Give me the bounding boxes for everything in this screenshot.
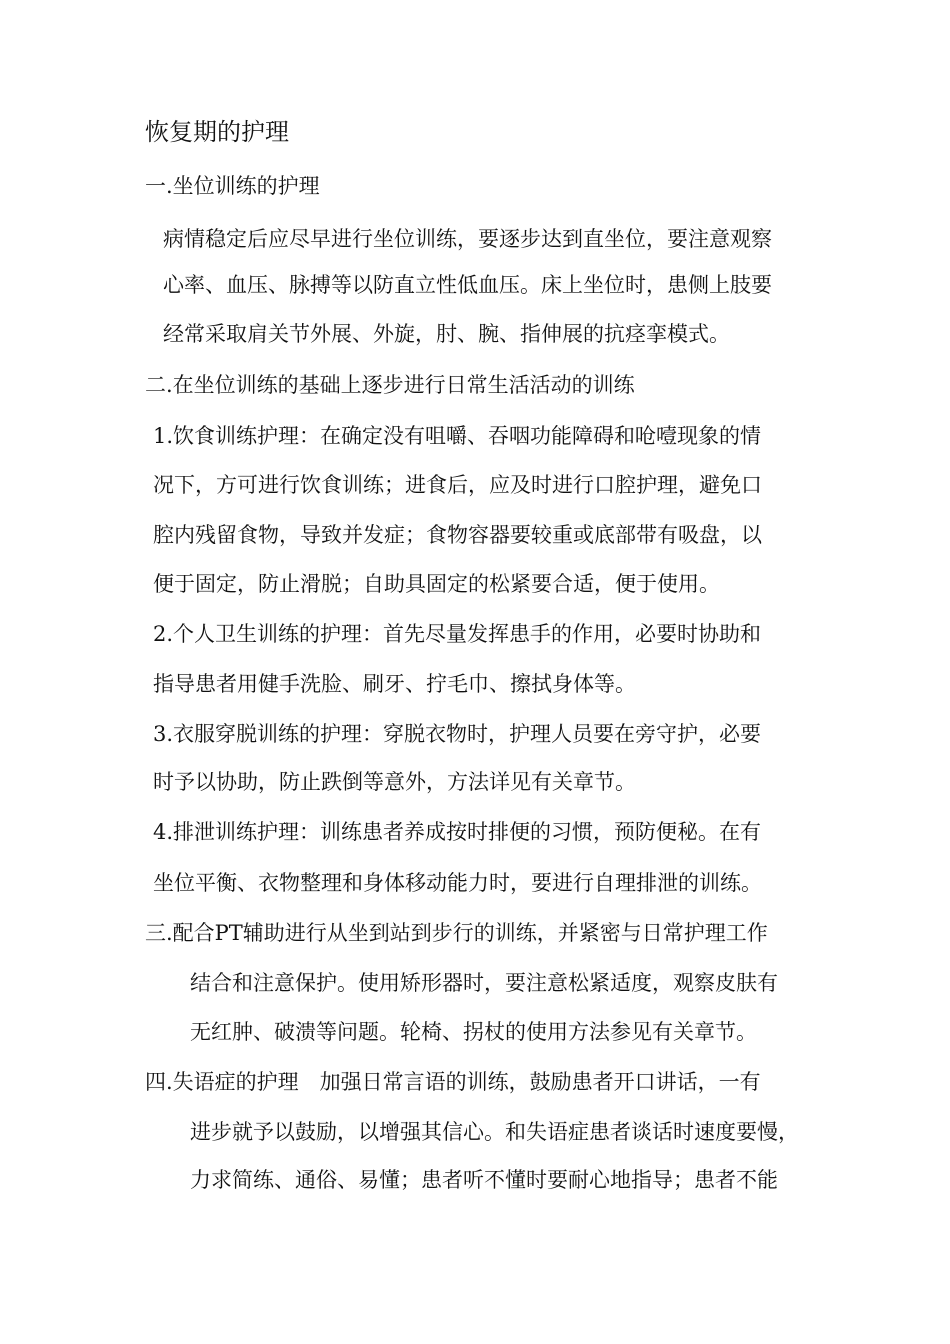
page-title: 恢复期的护理	[145, 118, 289, 146]
paragraph-line: 进步就予以鼓励，以增强其信心。和失语症患者谈话时速度要慢，	[190, 1120, 799, 1144]
list-item-line: 指导患者用健手洗脸、刷牙、拧毛巾、擦拭身体等。	[153, 672, 636, 696]
list-item-line: 2.个人卫生训练的护理：首先尽量发挥患手的作用，必要时协助和	[153, 622, 762, 646]
paragraph-line: 经常采取肩关节外展、外旋，肘、腕、指伸展的抗痉挛模式。	[163, 322, 730, 346]
list-item-line: 4.排泄训练护理：训练患者养成按时排便的习惯，预防便秘。在有	[153, 820, 762, 844]
section-heading: 二.在坐位训练的基础上逐步进行日常生活活动的训练	[145, 373, 635, 397]
paragraph-line: 结合和注意保护。使用矫形器时，要注意松紧适度，观察皮肤有	[190, 971, 778, 995]
list-item-line: 便于固定，防止滑脱；自助具固定的松紧要合适，便于使用。	[153, 572, 720, 596]
paragraph-line: 病情稳定后应尽早进行坐位训练，要逐步达到直坐位，要注意观察	[163, 227, 772, 251]
list-item-line: 时予以协助，防止跌倒等意外，方法详见有关章节。	[153, 770, 636, 794]
section-heading: 一.坐位训练的护理	[145, 174, 320, 198]
section-heading: 四.失语症的护理 加强日常言语的训练，鼓励患者开口讲话，一有	[145, 1070, 761, 1094]
paragraph-line: 无红肿、破溃等问题。轮椅、拐杖的使用方法参见有关章节。	[190, 1020, 757, 1044]
list-item-line: 3.衣服穿脱训练的护理：穿脱衣物时，护理人员要在旁守护，必要	[153, 722, 762, 746]
paragraph-line: 力求简练、通俗、易懂；患者听不懂时要耐心地指导；患者不能	[190, 1168, 778, 1192]
list-item-line: 坐位平衡、衣物整理和身体移动能力时，要进行自理排泄的训练。	[153, 871, 762, 895]
list-item-line: 况下，方可进行饮食训练；进食后，应及时进行口腔护理，避免口	[153, 473, 762, 497]
section-heading: 三.配合PT辅助进行从坐到站到步行的训练，并紧密与日常护理工作	[145, 921, 768, 945]
paragraph-line: 心率、血压、脉搏等以防直立性低血压。床上坐位时，患侧上肢要	[163, 273, 772, 297]
list-item-line: 1.饮食训练护理：在确定没有咀嚼、吞咽功能障碍和呛噎现象的情	[153, 424, 762, 448]
list-item-line: 腔内残留食物，导致并发症；食物容器要较重或底部带有吸盘，以	[153, 523, 762, 547]
